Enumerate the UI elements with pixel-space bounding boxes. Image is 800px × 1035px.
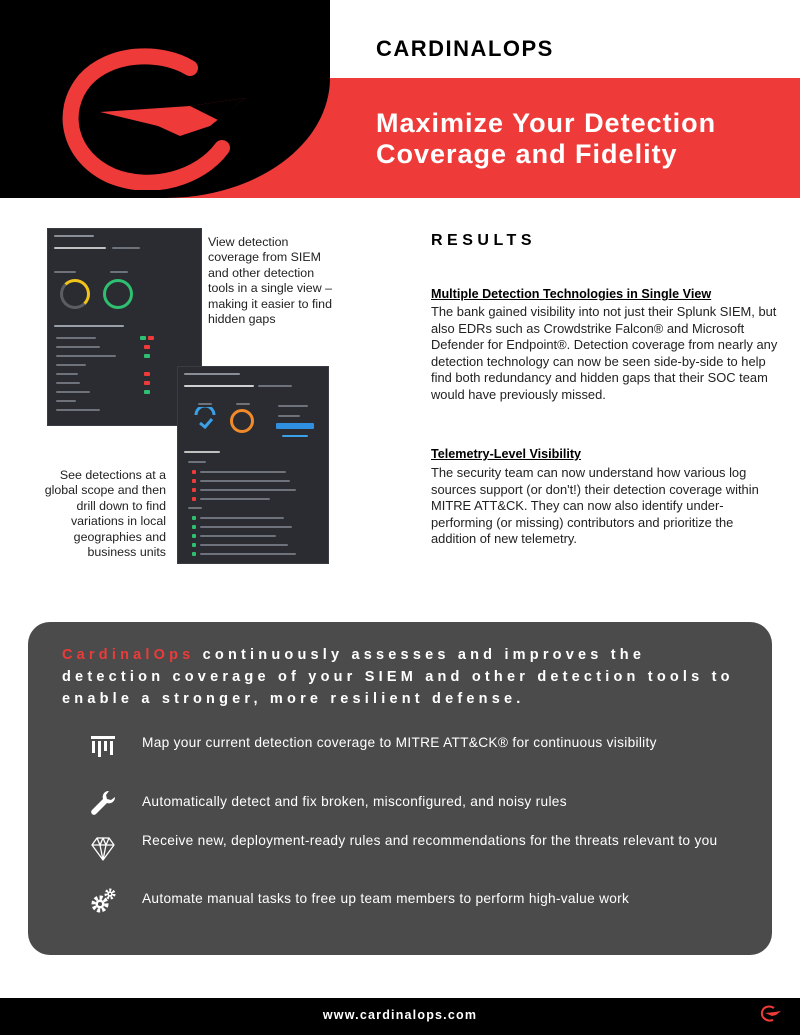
caption-global-scope: See detections at a global scope and then drill down to find variations in local geographies and business units bbox=[44, 468, 166, 560]
panel-headline bbox=[62, 644, 752, 710]
feature-new-rules: Receive new, deployment-ready rules and recommendations for the threats relevant to you bbox=[142, 833, 718, 848]
diamond-icon bbox=[88, 834, 118, 864]
panel-headline-text: continuously assesses and improves the detection coverage of your SIEM and other detection tools to enable a stronger, more resilient defense. bbox=[62, 647, 734, 707]
cardinalops-logo-icon bbox=[40, 40, 280, 190]
wrench-icon bbox=[88, 788, 118, 818]
results-heading: RESULTS bbox=[431, 232, 536, 249]
website-link[interactable]: www.cardinalops.com bbox=[322, 1008, 478, 1022]
benefits-panel bbox=[28, 622, 772, 955]
coverage-gauge-icon bbox=[192, 407, 218, 433]
results-subheading-1: Multiple Detection Technologies in Single View bbox=[431, 287, 712, 301]
brand-accent: CardinalOps bbox=[62, 647, 195, 663]
caption-siem-view: View detection coverage from SIEM and other detection tools in a single view – making it easier to find hidden gaps bbox=[208, 235, 332, 327]
feature-fix-rules: Automatically detect and fix broken, misconfigured, and noisy rules bbox=[142, 794, 567, 809]
command-scripting-detail-screenshot bbox=[177, 366, 329, 564]
feature-mitre-mapping: Map your current detection coverage to MITRE ATT&CK® for continuous visibility bbox=[142, 735, 657, 750]
results-subheading-2: Telemetry-Level Visibility bbox=[431, 447, 582, 461]
cardinalops-footer-logo-icon bbox=[758, 1004, 784, 1024]
feature-automate-tasks: Automate manual tasks to free up team members to perform high-value work bbox=[142, 891, 630, 906]
gears-icon bbox=[88, 886, 118, 916]
footer bbox=[0, 998, 800, 1035]
results-paragraph-2: The security team can now understand how various log sources support (or don't!) their detection coverage within MITRE ATT&CK. They can now also identify under-performing (or missing) contributors and prioritize the addition of new telemetry. bbox=[431, 465, 759, 547]
brand-name: CARDINALOPS bbox=[376, 36, 554, 61]
page-title: Maximize Your Detection Coverage and Fidelity bbox=[376, 108, 717, 169]
results-paragraph-1: The bank gained visibility into not just their Splunk SIEM, but also EDRs such as Crowdstrike Falcon® and Microsoft Defender for Endpoint®. Detection coverage from nearly any detection technology can now be seen side-by-side to help find both redundancy and hidden gaps that their SOC team would have previously missed. bbox=[431, 304, 778, 402]
mitre-attack-icon bbox=[88, 732, 118, 762]
